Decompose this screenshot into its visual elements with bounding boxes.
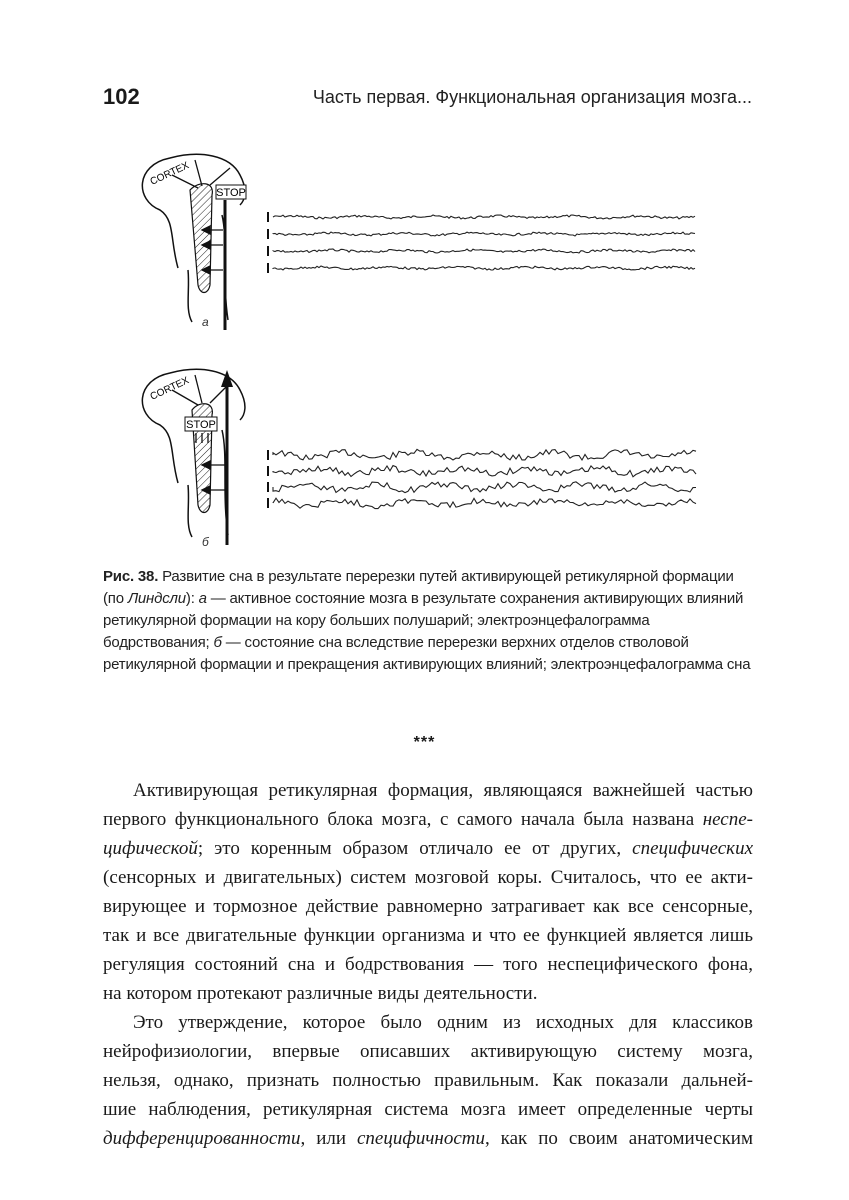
text-line	[103, 834, 753, 863]
text-line	[103, 921, 753, 950]
body-text	[103, 776, 753, 1153]
text-segment: ; это коренным образом отличало ее от других,	[197, 838, 633, 859]
caption-text: ):	[185, 590, 199, 607]
caption-text: — активное состояние мозга в результате сохранения активирующих влияний ретикулярной формации на кору больших полушарий; электроэнцефалограмма бодрствования;	[103, 590, 744, 651]
text-segment: нельзя, однако, признать полностью правильным. Как показали дальней-	[103, 1070, 753, 1091]
text-segment: неспе-	[702, 809, 753, 830]
text-line	[103, 776, 753, 805]
text-segment: шие наблюдения, ретикулярная система мозга имеет определенные черты	[103, 1099, 753, 1120]
eeg-trace	[273, 232, 695, 236]
stop-label: STOP	[216, 187, 246, 199]
text-segment: вирующее и тормозное действие равномерно затрагивает как все сенсорные,	[103, 896, 753, 917]
text-segment: нейрофизиологии, впервые описавших активирующую систему мозга,	[103, 1041, 753, 1062]
caption-author: Линдсли	[127, 590, 186, 607]
text-segment: дифференцированности	[103, 1128, 301, 1149]
eeg-trace	[273, 266, 695, 270]
text-segment: так и все двигательные функции организма и что ее функцией является лишь	[103, 925, 753, 946]
text-line	[103, 1066, 753, 1095]
caption-label-a: а	[198, 590, 207, 607]
text-line	[103, 863, 753, 892]
figure-panel-a	[130, 150, 730, 330]
eeg-trace	[273, 249, 695, 253]
reticular-formation	[190, 184, 212, 293]
text-segment: специфических	[632, 838, 753, 859]
caption-label-b: б	[213, 634, 222, 651]
text-segment: регуляция состояний сна и бодрствования — того неспецифического фона,	[103, 954, 753, 975]
page-number: 102	[103, 84, 140, 109]
figure-caption	[103, 566, 753, 676]
text-line	[103, 979, 753, 1008]
section-separator: ***	[413, 734, 436, 751]
text-segment: первого функционального блока мозга, с самого начала была названа	[103, 809, 703, 830]
caption-text: Развитие сна в результате перерезки путей активирующей ретикулярной формации (по	[103, 568, 734, 607]
text-segment: специфичности	[356, 1128, 485, 1149]
text-segment: цифической	[103, 838, 198, 859]
text-line	[103, 1008, 753, 1037]
eeg-traces-sleep	[268, 449, 696, 508]
text-segment: Активирующая ретикулярная формация, являющаяся важнейшей частью	[133, 780, 753, 801]
eeg-trace	[273, 498, 696, 508]
text-line	[103, 1124, 753, 1153]
figure-panel-b	[130, 365, 730, 545]
cortex-label: CORTEX	[148, 160, 191, 188]
text-line	[103, 1037, 753, 1066]
text-line	[103, 1095, 753, 1124]
stop-label: STOP	[186, 419, 216, 431]
eeg-trace	[273, 482, 696, 493]
panel-a-label: а	[202, 315, 209, 329]
text-segment: (сенсорных и двигательных) систем мозговой коры. Считалось, что ее акти-	[103, 867, 753, 888]
text-line	[103, 950, 753, 979]
caption-text: — состояние сна вследствие перерезки верхних отделов стволовой ретикулярной формации и прекращения активирующих влияний; электроэнцефалограмма сна	[103, 634, 751, 673]
panel-b-label: б	[202, 535, 209, 549]
eeg-trace	[273, 466, 696, 477]
eeg-trace	[273, 449, 696, 460]
caption-prefix: Рис. 38.	[103, 568, 159, 585]
text-line	[103, 805, 753, 834]
text-line	[103, 892, 753, 921]
text-segment: Это утверждение, которое было одним из исходных для классиков	[133, 1012, 753, 1033]
text-segment: на котором протекают различные виды деятельности.	[103, 983, 538, 1004]
eeg-traces-awake	[268, 212, 695, 273]
cortex-label: CORTEX	[148, 375, 191, 403]
text-segment: , как по своим анатомическим	[484, 1128, 753, 1149]
eeg-trace	[273, 215, 695, 219]
text-segment: , или	[300, 1128, 357, 1149]
running-title: Часть первая. Функциональная организация мозга...	[312, 87, 752, 107]
